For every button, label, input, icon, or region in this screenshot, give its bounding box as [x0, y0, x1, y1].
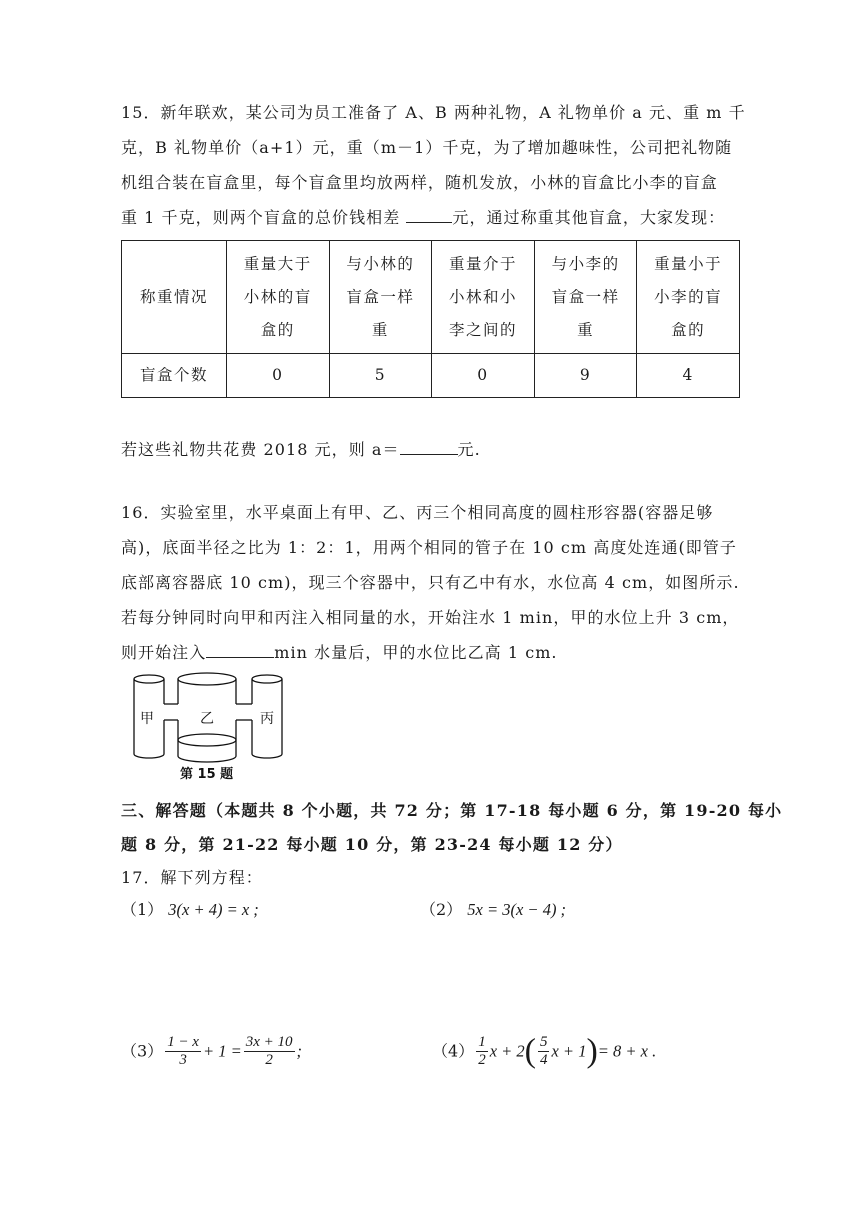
q15-after-text-b: 元.: [457, 440, 481, 459]
q15-after-text-a: 若这些礼物共花费 2018 元，则 a＝: [121, 440, 400, 459]
equation-inner: x + 1: [551, 1041, 587, 1061]
table-cell: 重量大于 小林的盲 盒的: [227, 241, 330, 354]
equation-end: = 8 + x .: [597, 1041, 657, 1061]
q15-line-4-text-b: 元，通过称重其他盲盒，大家发现：: [452, 208, 726, 227]
fraction: $\frac{1}{2}$: [478, 1034, 486, 1068]
answer-blank: [400, 440, 458, 455]
q15-line-1: 15．新年联欢，某公司为员工准备了 A、B 两种礼物，A 礼物单价 a 元、重 m 千: [121, 103, 746, 122]
fraction: $\frac{1 - x}{3}$: [167, 1034, 199, 1068]
cylinders-diagram: [128, 668, 298, 782]
equation: 3(x + 4) = x ;: [168, 900, 259, 919]
table-cell: 0: [227, 354, 330, 398]
left-paren: (: [524, 1032, 536, 1070]
answer-blank: [406, 208, 452, 223]
q16-line-5: [121, 643, 558, 663]
q17-part-3: [121, 1034, 302, 1069]
part-label: （4）: [432, 1041, 475, 1061]
section-heading-line-2: 题 8 分，第 21-22 每小题 10 分，第 23-24 每小题 12 分）: [121, 835, 623, 854]
q17-part-4: [432, 1034, 656, 1069]
q16-line-2: 高)，底面半径之比为 1：2：1，用两个相同的管子在 10 cm 高度处连通(即管子: [121, 538, 737, 557]
q15-line-3: 机组合装在盲盒里，每个盲盒里均放两样，随机发放，小林的盲盒比小李的盲盒: [121, 173, 718, 192]
part-label: （2）: [420, 900, 463, 919]
part-label: （1）: [121, 900, 164, 919]
cylinders-figure: [128, 668, 298, 786]
q15-line-4: [121, 208, 725, 228]
q16-line-1: 16．实验室里，水平桌面上有甲、乙、丙三个相同高度的圆柱形容器(容器足够: [121, 503, 714, 522]
table-header-cell: 盲盒个数: [122, 354, 227, 398]
table-header-cell: 称重情况: [122, 241, 227, 354]
label-jia: 甲: [140, 711, 154, 727]
equation: 5x = 3(x − 4) ;: [467, 900, 567, 919]
table-cell: 与小林的 盲盒一样 重: [329, 241, 432, 354]
figure-caption: 第 15 题: [180, 767, 234, 782]
q17-part-2: [420, 900, 566, 920]
section-heading-line-1: 三、解答题（本题共 8 个小题，共 72 分；第 17-18 每小题 6 分，第 19-20 每小: [121, 801, 783, 820]
answer-blank: [206, 643, 274, 658]
table-row: [122, 354, 740, 398]
label-yi: 乙: [200, 711, 214, 727]
table-cell: 4: [637, 354, 740, 398]
part-label: （3）: [121, 1041, 164, 1061]
q16-line-5-text-b: min 水量后，甲的水位比乙高 1 cm.: [274, 643, 558, 662]
equation-middle: x + 2: [489, 1041, 525, 1061]
q16-line-4: 若每分钟同时向甲和丙注入相同量的水，开始注水 1 min，甲的水位上升 3 cm，: [121, 608, 740, 627]
q16-line-3: 底部离容器底 10 cm)，现三个容器中，只有乙中有水，水位高 4 cm，如图所示.: [121, 573, 740, 592]
q15-line-2: 克，B 礼物单价（a+1）元，重（m－1）千克，为了增加趣味性，公司把礼物随: [121, 138, 733, 157]
table-cell: 5: [329, 354, 432, 398]
right-paren: ): [586, 1032, 598, 1070]
label-bing: 丙: [260, 711, 274, 727]
q17-title: 17．解下列方程：: [121, 868, 263, 887]
equation-middle: + 1 =: [202, 1041, 242, 1061]
equation-end: ;: [296, 1041, 303, 1061]
q16-line-5-text-a: 则开始注入: [121, 643, 207, 662]
q15-after-table: [121, 440, 481, 460]
fraction: $\frac{3x + 10}{2}$: [245, 1034, 293, 1068]
table-cell: 重量小于 小李的盲 盒的: [637, 241, 740, 354]
table-cell: 重量介于 小林和小 李之间的: [432, 241, 535, 354]
table-cell: 0: [432, 354, 535, 398]
q15-line-4-text-a: 重 1 千克，则两个盲盒的总价钱相差: [121, 208, 407, 227]
table-cell: 9: [534, 354, 637, 398]
q17-part-1: [121, 900, 259, 920]
fraction: $\frac{5}{4}$: [539, 1034, 548, 1068]
table-cell: 与小李的 盲盒一样 重: [534, 241, 637, 354]
table-row: [122, 241, 740, 354]
weighing-table: [121, 240, 740, 398]
